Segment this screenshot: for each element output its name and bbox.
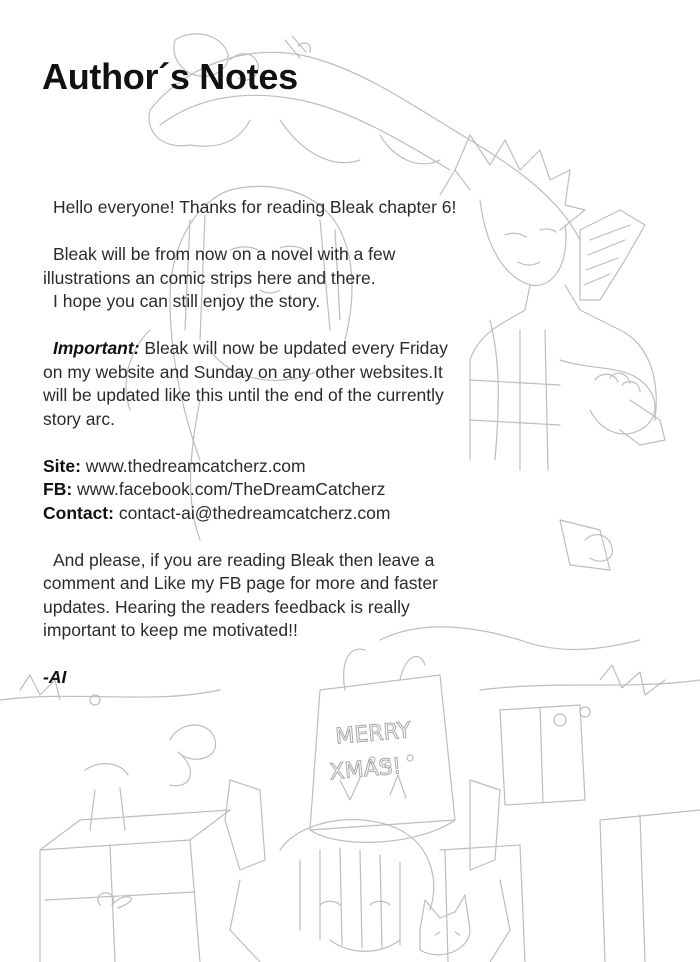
important-line-1-text: Bleak will now be updated every Friday <box>139 338 448 358</box>
greeting-line: Hello everyone! Thanks for reading Bleak chapter 6! <box>53 197 457 217</box>
fb-link[interactable]: www.facebook.com/TheDreamCatcherz <box>72 479 386 499</box>
important-line-4: story arc. <box>43 408 115 429</box>
greeting-paragraph <box>43 196 523 220</box>
important-line-2: on my website and Sunday on any other websites.It <box>43 361 443 382</box>
important-line-1 <box>43 337 523 361</box>
page-title: Author´s Notes <box>42 56 298 97</box>
contact-line <box>43 502 523 526</box>
site-link[interactable]: www.thedreamcatcherz.com <box>80 455 306 476</box>
closing-line-3: updates. Hearing the readers feedback is really <box>43 596 410 617</box>
important-line-3: will be updated like this until the end of the currently <box>43 385 444 405</box>
cat-drawing <box>420 895 470 955</box>
contact-email[interactable]: contact-ai@thedreamcatcherz.com <box>113 502 391 523</box>
sign-text-xmas: XMAS! <box>328 754 403 786</box>
important-label: Important: <box>53 338 140 358</box>
links-paragraph <box>43 455 523 526</box>
novel-line-1: Bleak will be from now on a novel with a few <box>53 244 396 264</box>
closing-line-1: And please, if you are reading Bleak then leave a <box>53 549 435 570</box>
novel-paragraph <box>43 243 523 314</box>
novel-line-3: I hope you can still enjoy the story. <box>53 291 321 311</box>
signature: -AI <box>43 667 67 687</box>
sign-text-merry: MERRY <box>334 718 412 750</box>
fb-line <box>43 478 523 502</box>
site-line <box>43 455 523 479</box>
closing-line-4: important to keep me motivated!! <box>43 620 298 640</box>
fb-label: FB: <box>43 479 73 499</box>
author-notes-body <box>43 196 523 690</box>
signature-paragraph <box>43 666 523 690</box>
elf-girl-drawing <box>225 780 510 962</box>
closing-line-2: comment and Like my FB page for more and faster <box>43 573 438 593</box>
contact-label: Contact: <box>43 502 114 523</box>
important-paragraph <box>43 337 523 431</box>
closing-paragraph <box>43 549 523 643</box>
site-label: Site: <box>43 455 81 476</box>
novel-line-2: illustrations an comic strips here and there. <box>43 267 376 288</box>
